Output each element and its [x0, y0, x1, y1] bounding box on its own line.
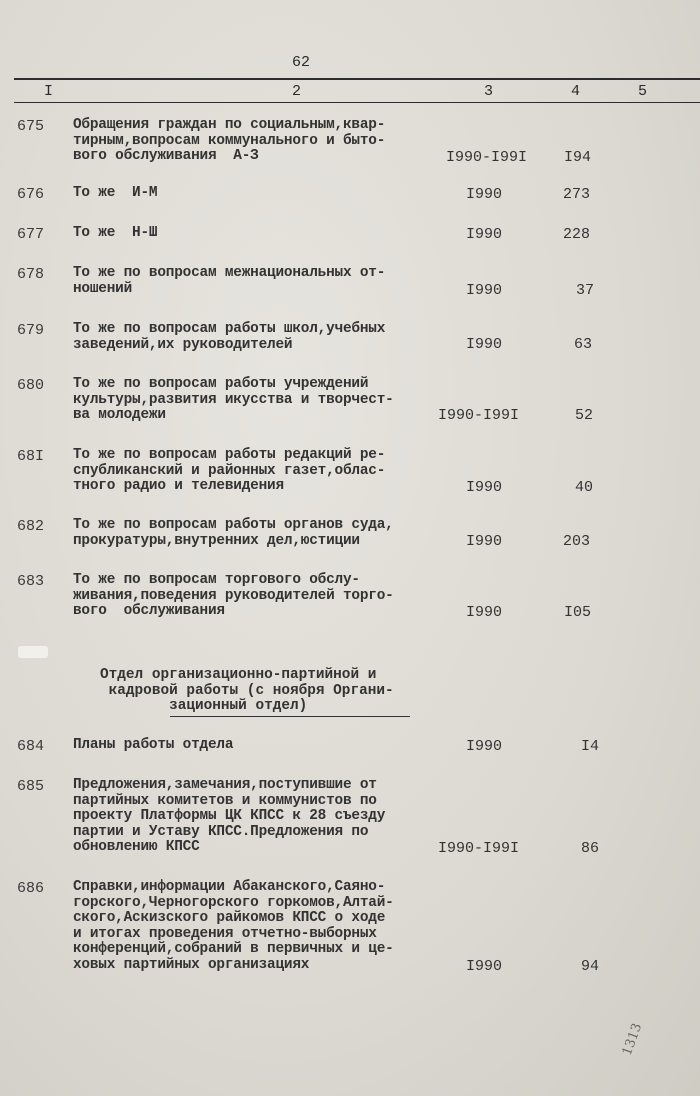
- item-dates: I990: [466, 479, 503, 496]
- item-count: 273: [563, 186, 591, 203]
- item-description: То же И-М: [73, 185, 158, 201]
- item-number: 686: [17, 880, 45, 897]
- item-description: Планы работы отдела: [73, 737, 234, 753]
- item-number: 68I: [17, 448, 45, 465]
- item-description: То же Н-Ш: [73, 225, 158, 241]
- item-count: 52: [575, 407, 594, 424]
- column-header-5: 5: [638, 83, 648, 100]
- item-dates: I990: [466, 226, 503, 243]
- item-count: 203: [563, 533, 591, 550]
- item-count: 40: [575, 479, 594, 496]
- item-description: То же по вопросам межнациональных от- ношений: [73, 265, 386, 297]
- column-header-4: 4: [571, 83, 581, 100]
- item-number: 676: [17, 186, 45, 203]
- handwritten-sheet-number: 1313: [619, 1021, 646, 1058]
- item-dates: I990: [466, 738, 503, 755]
- item-dates: I990: [466, 282, 503, 299]
- item-count: 37: [576, 282, 595, 299]
- item-count: I94: [564, 149, 592, 166]
- header-top-rule: [14, 78, 700, 80]
- item-description: То же по вопросам работы учреждений культуры,развития икусства и творчест- ва молодежи: [73, 376, 394, 423]
- item-count: I05: [564, 604, 592, 621]
- column-header-3: 3: [484, 83, 494, 100]
- item-number: 683: [17, 573, 45, 590]
- item-description: То же по вопросам торгового обслу- живания,поведения руководителей торго- вого обслуживания: [73, 572, 394, 619]
- item-number: 678: [17, 266, 45, 283]
- item-count: 94: [581, 958, 600, 975]
- item-count: 228: [563, 226, 591, 243]
- item-dates: I990-I99I: [446, 149, 528, 166]
- item-number: 680: [17, 377, 45, 394]
- item-dates: I990: [466, 604, 503, 621]
- section-heading: Отдел организационно-партийной и кадровой работы (с ноября Органи- зационный отдел): [100, 667, 394, 714]
- item-dates: I990: [466, 533, 503, 550]
- item-description: То же по вопросам работы редакций ре- спубликанский и районных газет,облас- тного радио и телевидения: [73, 447, 386, 494]
- section-underline: [170, 716, 410, 717]
- item-description: Обращения граждан по социальным,квар- тирным,вопросам коммунального и быто- вого обслуживания А-З: [73, 117, 386, 164]
- item-description: То же по вопросам работы школ,учебных заведений,их руководителей: [73, 321, 386, 353]
- item-description: То же по вопросам работы органов суда, прокуратуры,внутренних дел,юстиции: [73, 517, 394, 549]
- item-dates: I990-I99I: [438, 407, 520, 424]
- item-description: Предложения,замечания,поступившие от партийных комитетов и коммунистов по проекту Платформы ЦК КПСС к 28 съезду партии и Уставу КПСС.Предложения по обновлению КПСС: [73, 777, 386, 855]
- item-number: 675: [17, 118, 45, 135]
- item-description: Справки,информации Абаканского,Саяно- горского,Черногорского горкомов,Алтай- ского,Аскизского райкомов КПСС о ходе и итогах проведения отчетно-выборных конференций,собраний в первичных и це- ховых партийных организациях: [73, 879, 394, 973]
- column-header-1: I: [44, 83, 54, 100]
- item-count: I4: [581, 738, 600, 755]
- item-number: 684: [17, 738, 45, 755]
- item-count: 63: [574, 336, 593, 353]
- header-bottom-rule: [14, 102, 700, 103]
- item-dates: I990-I99I: [438, 840, 520, 857]
- paper-spot: [18, 646, 48, 658]
- item-count: 86: [581, 840, 600, 857]
- item-number: 679: [17, 322, 45, 339]
- item-dates: I990: [466, 958, 503, 975]
- item-number: 682: [17, 518, 45, 535]
- page-number: 62: [292, 54, 311, 71]
- item-dates: I990: [466, 336, 503, 353]
- column-header-2: 2: [292, 83, 302, 100]
- item-number: 685: [17, 778, 45, 795]
- item-number: 677: [17, 226, 45, 243]
- item-dates: I990: [466, 186, 503, 203]
